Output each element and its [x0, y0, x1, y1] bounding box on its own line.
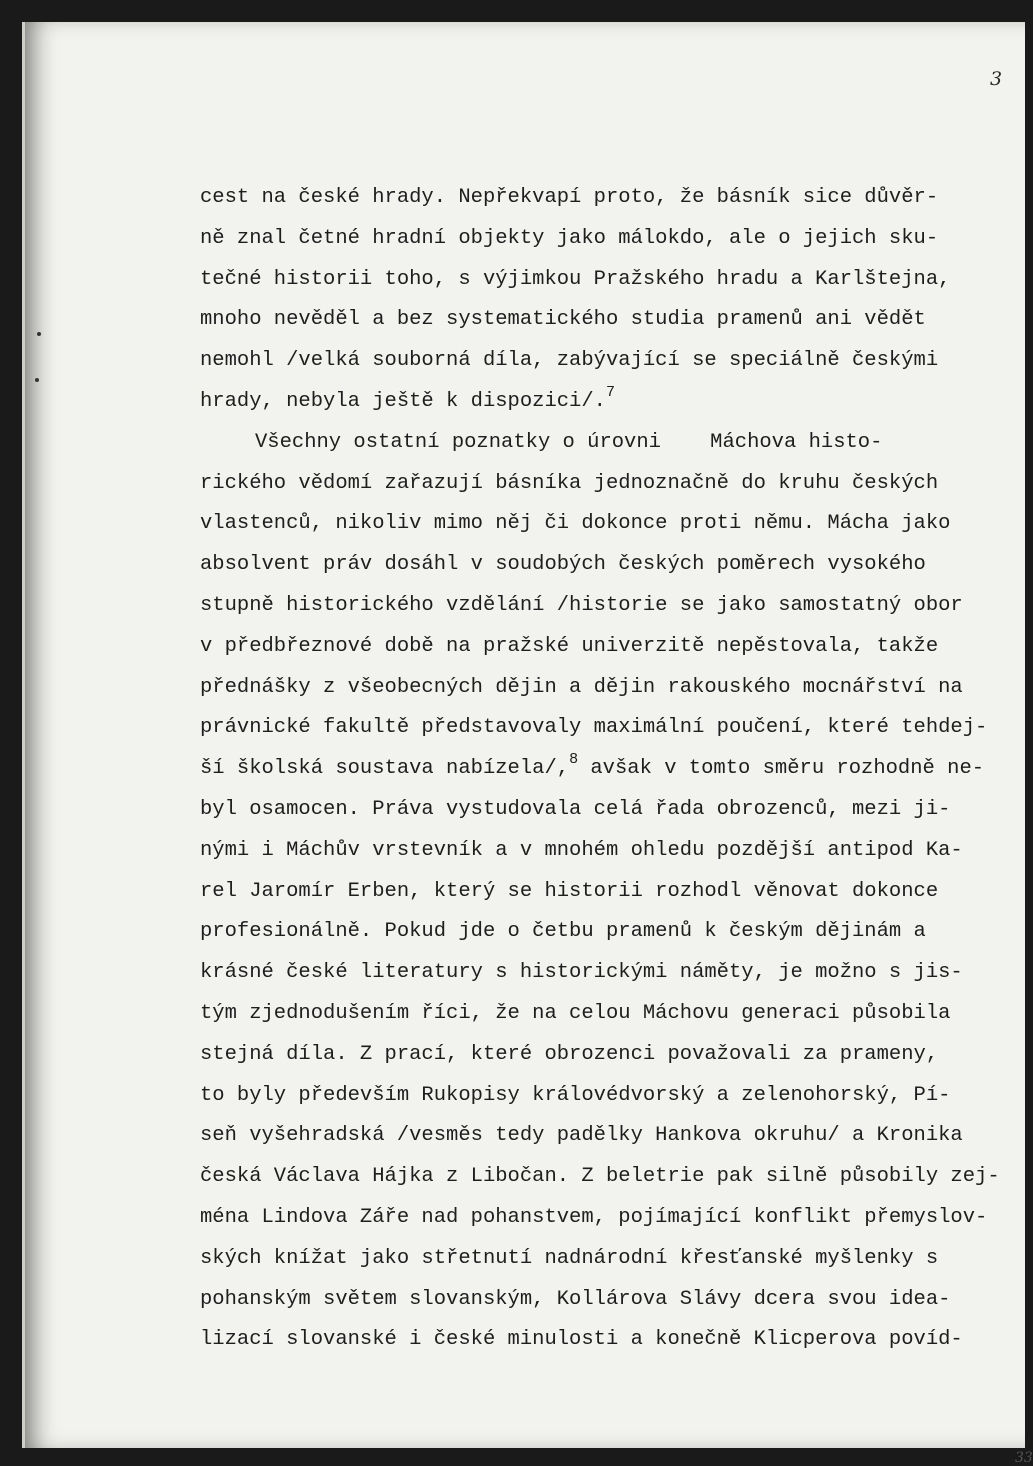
line-text: česká Václava Hájka z Libočan. Z beletrie pak silně působily zej-: [200, 1165, 1000, 1189]
footnote-marker: 7: [605, 383, 615, 401]
line-text: cest na české hrady. Nepřekvapí proto, že básník sice důvěr-: [200, 186, 939, 209]
text-line: [200, 994, 1030, 1035]
line-text: přednášky z všeobecných dějin a dějin rakouského mocnářství na: [200, 675, 963, 699]
text-line: [200, 790, 1030, 831]
text-line: [200, 504, 1030, 545]
text-line: [200, 586, 1030, 627]
line-text: lizací slovanské i české minulosti a konečně Klicperova povíd-: [200, 1328, 963, 1352]
text-line: [200, 1320, 1030, 1361]
line-text: ně znal četné hradní objekty jako málokdo, ale o jejich sku-: [200, 226, 939, 250]
text-line: [200, 1198, 1030, 1239]
text-line: [200, 668, 1030, 709]
line-text: to byly především Rukopisy královédvorský a zelenohorský, Pí-: [200, 1083, 951, 1107]
line-text: seň vyšehradská /vesměs tedy padělky Hankova okruhu/ a Kronika: [200, 1124, 963, 1148]
line-text: Všechny ostatní poznatky o úrovni Máchova histo-: [255, 430, 883, 454]
line-text: ména Lindova Záře nad pohanstvem, pojímající konflikt přemyslov-: [200, 1205, 988, 1229]
text-line: [200, 545, 1030, 586]
text-line: [200, 423, 1030, 464]
line-text: stupně historického vzdělání /historie se jako samostatný obor: [200, 593, 963, 617]
text-line: [200, 912, 1030, 953]
margin-mark: [37, 332, 41, 336]
text-line: [200, 708, 1030, 749]
text-line: [200, 1116, 1030, 1157]
text-line: [200, 300, 1030, 341]
line-text: profesionálně. Pokud jde o četbu pramenů k českým dějinám a: [200, 920, 926, 944]
text-line: [200, 260, 1030, 301]
line-text: mnoho nevěděl a bez systematického studia pramenů ani vědět: [200, 308, 926, 332]
text-line: [200, 464, 1030, 505]
line-text: tým zjednodušením říci, že na celou Máchovu generaci působila: [200, 1001, 951, 1025]
line-text: nemohl /velká souborná díla, zabývající se speciálně českými: [200, 349, 939, 373]
text-line: [200, 1035, 1030, 1076]
line-text: hrady, nebyla ještě k dispozici/.: [200, 389, 606, 413]
line-text: vlastenců, nikoliv mimo něj či dokonce proti němu. Mácha jako: [200, 512, 951, 536]
text-line: [200, 1280, 1030, 1321]
margin-mark: [35, 378, 39, 382]
line-text: pohanským světem slovanským, Kollárova Slávy dcera svou idea-: [200, 1287, 951, 1311]
text-line: [200, 341, 1030, 382]
line-text: tečné historii toho, s výjimkou Pražského hradu a Karlštejna,: [200, 267, 951, 291]
text-line: [200, 749, 1030, 790]
text-line: [200, 219, 1030, 260]
text-line: [200, 1076, 1030, 1117]
line-text-continuation: avšak v tomto směru rozhodně ne-: [578, 757, 985, 781]
footnote-marker: 8: [569, 751, 579, 769]
text-line: [200, 1239, 1030, 1280]
text-line: [200, 627, 1030, 668]
text-line: [200, 872, 1030, 913]
text-line: [200, 178, 1030, 219]
line-text: právnické fakultě představovaly maximální poučení, které tehdej-: [200, 716, 988, 740]
text-line: [200, 382, 1030, 423]
text-line: [200, 831, 1030, 872]
line-text: rického vědomí zařazují básníka jednoznačně do kruhu českých: [200, 471, 939, 495]
line-text: byl osamocen. Práva vystudovala celá řada obrozenců, mezi ji-: [200, 797, 951, 821]
line-text: absolvent práv dosáhl v soudobých českých poměrech vysokého: [200, 553, 926, 577]
text-line: [200, 953, 1030, 994]
line-text: ských knížat jako střetnutí nadnárodní křesťanské myšlenky s: [200, 1246, 939, 1270]
typed-text-body: [200, 178, 1030, 1361]
line-text: nými i Máchův vrstevník a v mnohém ohledu pozdější antipod Ka-: [200, 838, 963, 862]
line-text: krásné české literatury s historickými náměty, je možno s jis-: [200, 961, 963, 985]
line-text: v předbřeznové době na pražské univerzitě nepěstovala, takže: [200, 634, 939, 658]
line-text: ší školská soustava nabízela/,: [200, 757, 570, 781]
page-number: 3: [990, 68, 1003, 90]
line-text: rel Jaromír Erben, který se historii rozhodl věnovat dokonce: [200, 879, 939, 903]
document-page: [22, 22, 1033, 1466]
corner-mark: 33: [1015, 1450, 1033, 1466]
line-text: stejná díla. Z prací, které obrozenci považovali za prameny,: [200, 1042, 939, 1066]
text-line: [200, 1157, 1030, 1198]
